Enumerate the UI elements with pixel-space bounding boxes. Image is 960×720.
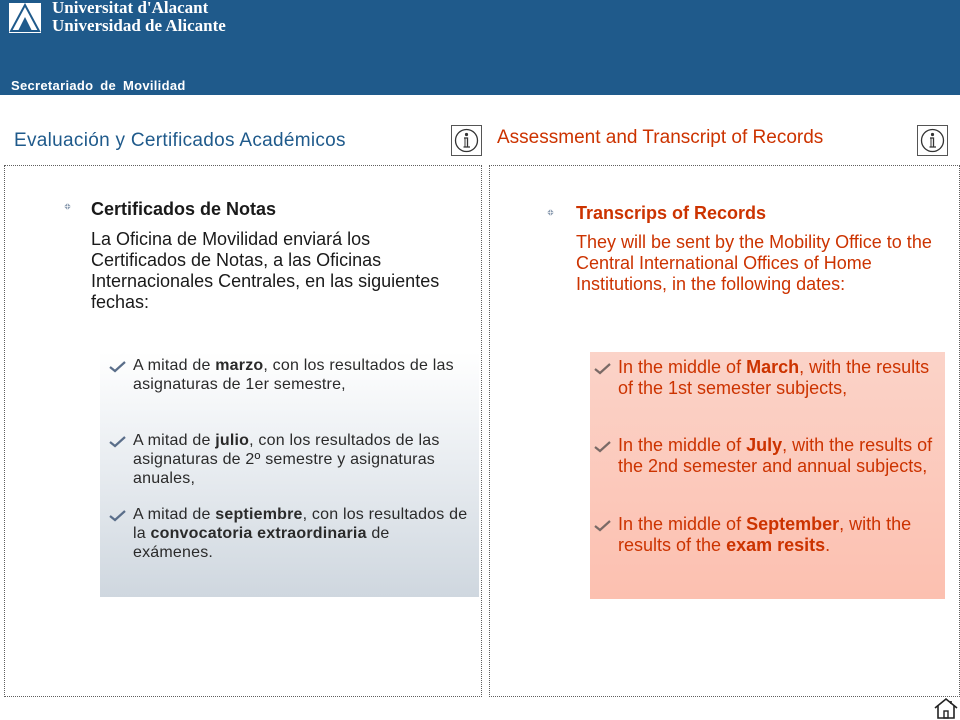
- list-item: In the middle of July, with the results of the 2nd semester and annual subjects,: [618, 435, 933, 476]
- page-title-english: Assessment and Transcript of Records: [497, 127, 824, 148]
- home-icon[interactable]: [933, 697, 959, 719]
- list-item: A mitad de marzo, con los resultados de las asignaturas de 1er semestre,: [133, 357, 454, 393]
- section-title: Secretariado de Movilidad: [11, 78, 186, 93]
- check-arrow-bullet-icon: [594, 520, 612, 532]
- university-name-valencian: Universitat d'Alacant: [52, 0, 209, 17]
- list-item: In the middle of March, with the results of the 1st semester subjects,: [618, 357, 930, 398]
- diamond-bullet-icon: [547, 209, 554, 216]
- info-icon[interactable]: [917, 125, 948, 156]
- list-item: A mitad de julio, con los resultados de las asignaturas de 2º semestre y asignaturas anuales,: [133, 432, 440, 487]
- info-icon[interactable]: [451, 125, 482, 156]
- check-arrow-bullet-icon: [109, 436, 127, 448]
- intro-spanish: La Oficina de Movilidad enviará los Certificados de Notas, a las Oficinas Internacionales Centrales, en las siguientes fechas:: [91, 229, 440, 312]
- list-item: In the middle of September, with the results of the exam resits.: [618, 514, 912, 555]
- page-title-spanish: Evaluación y Certificados Académicos: [14, 130, 346, 151]
- list-item: A mitad de septiembre, con los resultados de la convocatoria extraordinaria de exámenes.: [133, 506, 468, 561]
- check-arrow-bullet-icon: [594, 441, 612, 453]
- university-name-spanish: Universidad de Alicante: [52, 16, 226, 35]
- check-arrow-bullet-icon: [109, 510, 127, 522]
- check-arrow-bullet-icon: [109, 361, 127, 373]
- header-banner: [0, 0, 960, 95]
- intro-english: They will be sent by the Mobility Office to the Central International Offices of Home Institutions, in the following dates:: [576, 232, 932, 294]
- diamond-bullet-icon: [64, 203, 71, 210]
- heading-english: Transcrips of Records: [576, 203, 767, 223]
- heading-spanish: Certificados de Notas: [91, 199, 277, 219]
- check-arrow-bullet-icon: [594, 363, 612, 375]
- university-logo-icon[interactable]: [8, 2, 42, 34]
